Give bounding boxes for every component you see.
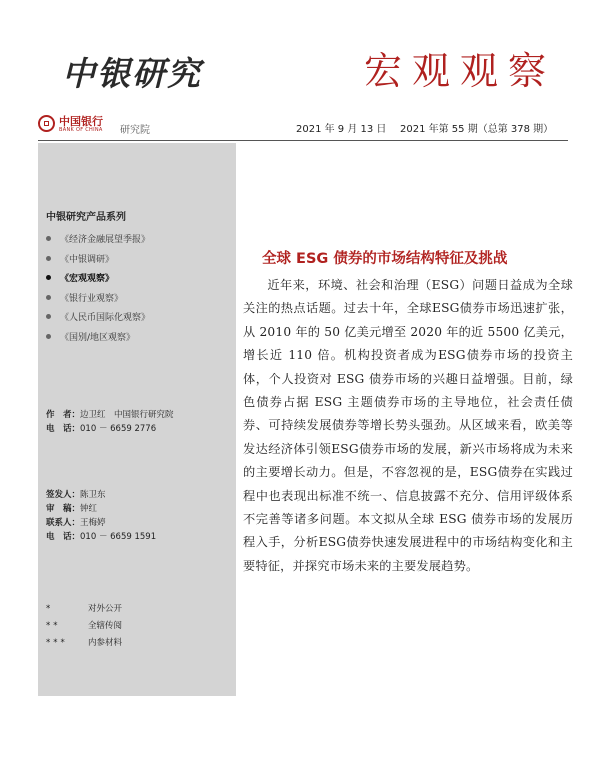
- contact-phone-label: 电 话：: [46, 532, 81, 542]
- author-value: 边卫红 中国银行研究院: [80, 410, 174, 420]
- product-list: [46, 229, 150, 346]
- bullet-icon: [46, 256, 51, 261]
- article-title: 全球 ESG 债券的市场结构特征及挑战: [262, 251, 508, 267]
- contact-phone: 010 － 6659 1591: [80, 532, 157, 542]
- bullet-icon: [46, 295, 51, 300]
- bullet-icon: [46, 236, 51, 241]
- signer-label: 签发人：: [46, 490, 81, 500]
- sidebar: [38, 143, 236, 696]
- publish-date: 2021 年 9 月 13 日: [296, 124, 387, 135]
- product-item-active[interactable]: 《宏观观察》: [46, 268, 150, 288]
- contact-value: 王梅婷: [80, 518, 106, 528]
- product-item[interactable]: 《银行业观察》: [46, 288, 150, 308]
- distribution-legend: [46, 601, 122, 652]
- distribution-stars: **: [46, 621, 61, 631]
- distribution-stars: ***: [46, 638, 68, 648]
- distribution-label: 全辖传阅: [88, 621, 123, 631]
- institute-label: 研究院: [120, 125, 150, 136]
- author-label: 作 者：: [46, 410, 81, 420]
- distribution-label: 内参材料: [88, 638, 123, 648]
- boc-name-cn: 中国银行: [59, 115, 103, 128]
- boc-name-en: BANK OF CHINA: [59, 127, 103, 133]
- issue-number: 2021 年第 55 期（总第 378 期）: [400, 124, 554, 135]
- product-item[interactable]: 《经济金融展望季报》: [46, 229, 150, 249]
- brand-calligraphy-logo: 中银研究: [62, 54, 202, 93]
- distribution-label: 对外公开: [88, 604, 123, 614]
- contact-label: 联系人：: [46, 518, 81, 528]
- boc-emblem-icon: [38, 115, 55, 132]
- signer-value: 陈卫东: [80, 490, 106, 500]
- reviewer-value: 钟红: [80, 504, 98, 514]
- product-item[interactable]: 《国别/地区观察》: [46, 327, 150, 347]
- product-series-heading: 中银研究产品系列: [46, 212, 126, 223]
- distribution-stars: *: [46, 604, 54, 614]
- article-body: 近年来，环境、社会和治理（ESG）问题日益成为全球关注的热点话题。过去十年，全球ESG债券市场迅速扩张，从 2010 年的 50 亿美元增至 2020 年的近 5500 亿美元，增长近 110 倍。机构投资者成为ESG债券市场的投资主体，个人投资对 ESG 债券市场的兴趣日益增强。目前，绿色债券占据 ESG 主题债券市场的主导地位，社会责任债券、可持续发展债券等增长势头强劲。从区域来看，欧美等发达经济体引领ESG债券市场的发展，新兴市场将成为未来的主要增长动力。但是，不容忽视的是，ESG债券在实践过程中也表现出标准不统一、信息披露不充分、信用评级体系不完善等诸多问题。本文拟从全球 ESG 债券市场的发展历程入手，分析ESG债券快速发展进程中的市场结构变化和主要特征，并探究市场未来的主要发展趋势。: [243, 278, 573, 573]
- author-phone: 010 － 6659 2776: [80, 424, 157, 434]
- product-item[interactable]: 《中银调研》: [46, 249, 150, 269]
- header-divider: [38, 140, 568, 141]
- approval-info: [46, 488, 156, 544]
- bullet-icon: [46, 314, 51, 319]
- bullet-icon: [46, 275, 51, 280]
- reviewer-label: 审 稿：: [46, 504, 81, 514]
- bullet-icon: [46, 334, 51, 339]
- product-item[interactable]: 《人民币国际化观察》: [46, 307, 150, 327]
- author-info: [46, 408, 174, 436]
- series-title: 宏观观察: [363, 49, 556, 93]
- author-phone-label: 电 话：: [46, 424, 81, 434]
